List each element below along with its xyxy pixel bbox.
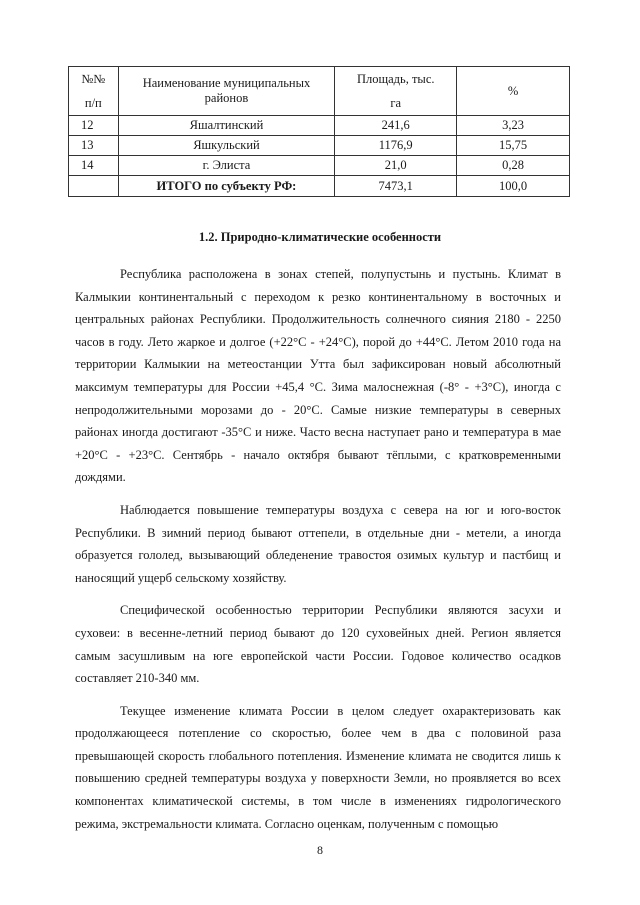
section-title: 1.2. Природно-климатические особенности bbox=[198, 230, 442, 244]
total-percent: 100,0 bbox=[457, 176, 570, 197]
table-row bbox=[69, 116, 570, 136]
page-number: 8 bbox=[317, 843, 323, 857]
row-percent: 15,75 bbox=[457, 136, 570, 156]
header-num bbox=[69, 67, 119, 116]
row-num: 14 bbox=[69, 156, 119, 176]
paragraph: Специфической особенностью территории Республики являются засухи и суховеи: в весенне-летний период бывают до 120 суховейных дней. Регион является самым засушливым на юге европейской части России. Годовое количество осадков составляет 210-340 мм. bbox=[75, 603, 561, 686]
table-total-row bbox=[69, 176, 570, 197]
table-header-row bbox=[69, 67, 570, 116]
paragraph: Республика расположена в зонах степей, полупустынь и пустынь. Климат в Калмыкии континентальный с переходом к резко континентальному в восточных и центральных районах Республики. Продолжительность солнечного сияния 2180 - 2250 часов в году. Лето жаркое и долгое (+22°С - +24°С), порой до +44°С. Летом 2010 года на территории Калмыкии на метеостанции Утта был зафиксирован новый абсолютный максимум температуры для России +45,4 °С. Зима малоснежная (-8° - +3°С), иногда с непродолжительными морозами до - 20°С. Самые низкие температуры в северных районах иногда достигают -35°С и ниже. Часто весна наступает рано и температура в мае +20°С - +23°С. Сентябрь - начало октября бывают тёплыми, с кратковременными дождями. bbox=[75, 267, 561, 485]
total-num bbox=[69, 176, 119, 197]
paragraph: Наблюдается повышение температуры воздуха с севера на юг и юго-восток Республики. В зимний период бывают оттепели, в отдельные дни - метели, а иногда образуется гололед, вызывающий обледенение травостоя озимых культур и пастбищ и наносящий ущерб сельскому хозяйству. bbox=[75, 502, 561, 585]
row-area: 21,0 bbox=[335, 156, 457, 176]
table-row bbox=[69, 136, 570, 156]
header-district-name: Наименование муниципальных районов bbox=[118, 67, 335, 116]
row-area: 1176,9 bbox=[335, 136, 457, 156]
header-area-line-2: га bbox=[390, 96, 402, 110]
header-area-line-1: Площадь, тыс. bbox=[356, 72, 435, 86]
municipal-districts-table bbox=[68, 66, 570, 197]
row-num: 12 bbox=[69, 116, 119, 136]
row-area: 241,6 bbox=[335, 116, 457, 136]
header-percent: % bbox=[457, 67, 570, 116]
table-row bbox=[69, 156, 570, 176]
body-text bbox=[75, 263, 561, 845]
row-district-name: Яшкульский bbox=[118, 136, 335, 156]
row-num: 13 bbox=[69, 136, 119, 156]
row-district-name: г. Элиста bbox=[118, 156, 335, 176]
row-percent: 0,28 bbox=[457, 156, 570, 176]
header-num-line-1: №№ bbox=[81, 72, 106, 86]
row-district-name: Яшалтинский bbox=[118, 116, 335, 136]
paragraph: Текущее изменение климата России в целом следует охарактеризовать как продолжающееся потепление со скоростью, более чем в два с половиной раза превышающей скорость глобального потепления. Изменение климата не сводится лишь к повышению средней температуры воздуха у поверхности Земли, но проявляется во всех компонентах климатической системы, в том числе в изменениях гидрологического режима, экстремальности климата. Согласно оценкам, полученным с помощью bbox=[75, 703, 561, 831]
header-num-line-2: п/п bbox=[84, 96, 102, 110]
total-area: 7473,1 bbox=[335, 176, 457, 197]
row-percent: 3,23 bbox=[457, 116, 570, 136]
total-label: ИТОГО по субъекту РФ: bbox=[118, 176, 335, 197]
header-area bbox=[335, 67, 457, 116]
